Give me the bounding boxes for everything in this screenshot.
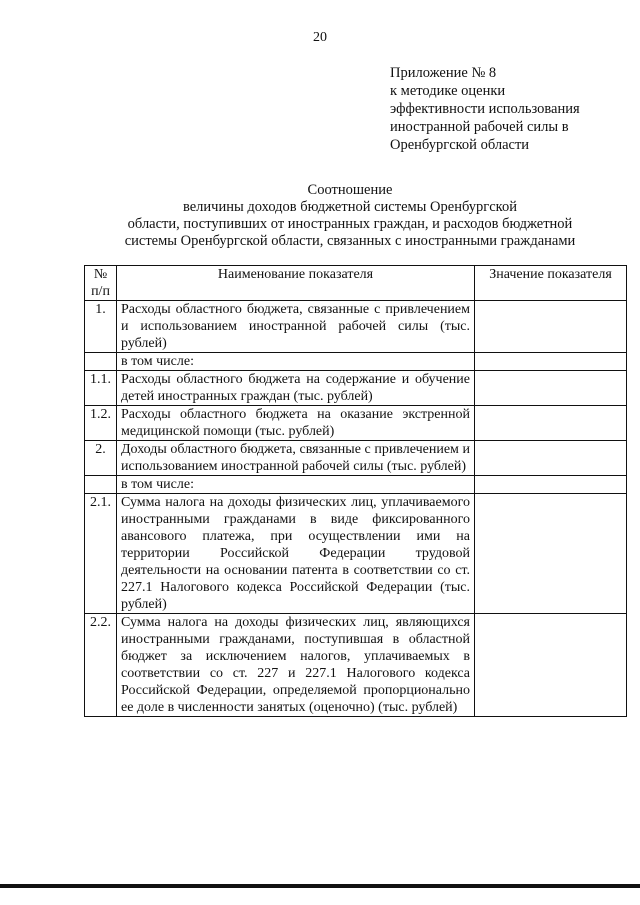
appendix-line: Приложение № 8 xyxy=(390,65,497,81)
row-name: в том числе: xyxy=(117,476,475,494)
row-value xyxy=(475,301,627,353)
appendix-line: к методике оценки xyxy=(390,83,506,99)
table-row xyxy=(85,301,627,353)
row-value xyxy=(475,476,627,494)
row-number xyxy=(85,476,117,494)
table-row xyxy=(85,371,627,406)
appendix-line: иностранной рабочей силы в xyxy=(390,119,569,135)
table-row xyxy=(85,476,627,494)
row-value xyxy=(475,614,627,717)
appendix-block xyxy=(390,64,625,154)
document-title xyxy=(60,182,640,250)
bottom-rule xyxy=(0,884,640,888)
header-name: Наименование показателя xyxy=(117,266,475,301)
table-header-row xyxy=(85,266,627,301)
row-value xyxy=(475,353,627,371)
appendix-line: эффективности использования xyxy=(390,101,580,117)
title-line: величины доходов бюджетной системы Оренбургской xyxy=(182,199,517,215)
row-name: Сумма налога на доходы физических лиц, уплачиваемого иностранными гражданами в виде фиксированного авансового платежа, при осуществлении ими на территории Российской Федерации трудовой деятельности на основании патента в соответствии со ст. 227.1 Налогового кодекса Российской Федерации (тыс. рублей) xyxy=(117,494,475,614)
header-value: Значение показателя xyxy=(475,266,627,301)
table-row xyxy=(85,406,627,441)
row-value xyxy=(475,441,627,476)
row-name: Расходы областного бюджета на содержание и обучение детей иностранных граждан (тыс. рублей) xyxy=(117,371,475,406)
row-number xyxy=(85,353,117,371)
row-number: 1.2. xyxy=(85,406,117,441)
header-number: № п/п xyxy=(85,266,117,301)
row-name: Расходы областного бюджета, связанные с привлечением и использованием иностранной рабочей силы (тыс. рублей) xyxy=(117,301,475,353)
table-row xyxy=(85,494,627,614)
row-number: 2.1. xyxy=(85,494,117,614)
row-number: 2. xyxy=(85,441,117,476)
title-line: системы Оренбургской области, связанных с иностранными гражданами xyxy=(124,233,576,249)
row-name: в том числе: xyxy=(117,353,475,371)
row-name: Доходы областного бюджета, связанные с привлечением и использованием иностранной рабочей силы (тыс. рублей) xyxy=(117,441,475,476)
row-value xyxy=(475,494,627,614)
indicators-table xyxy=(84,265,627,717)
page-number: 20 xyxy=(313,30,327,45)
appendix-line: Оренбургской области xyxy=(390,137,530,153)
row-name: Расходы областного бюджета на оказание экстренной медицинской помощи (тыс. рублей) xyxy=(117,406,475,441)
title-line: области, поступивших от иностранных граждан, и расходов бюджетной xyxy=(127,216,573,232)
row-number: 1. xyxy=(85,301,117,353)
row-number: 2.2. xyxy=(85,614,117,717)
table-row xyxy=(85,353,627,371)
row-number: 1.1. xyxy=(85,371,117,406)
row-name: Сумма налога на доходы физических лиц, являющихся иностранными гражданами, поступившая в областной бюджет за исключением налогов, уплачиваемых в соответствии со ст. 227 и 227.1 Налогового кодекса Российской Федерации, определяемой пропорционально ее доле в численности занятых (оценочно) (тыс. рублей) xyxy=(117,614,475,717)
table-row xyxy=(85,441,627,476)
title-line: Соотношение xyxy=(307,182,393,198)
table-row xyxy=(85,614,627,717)
row-value xyxy=(475,406,627,441)
row-value xyxy=(475,371,627,406)
